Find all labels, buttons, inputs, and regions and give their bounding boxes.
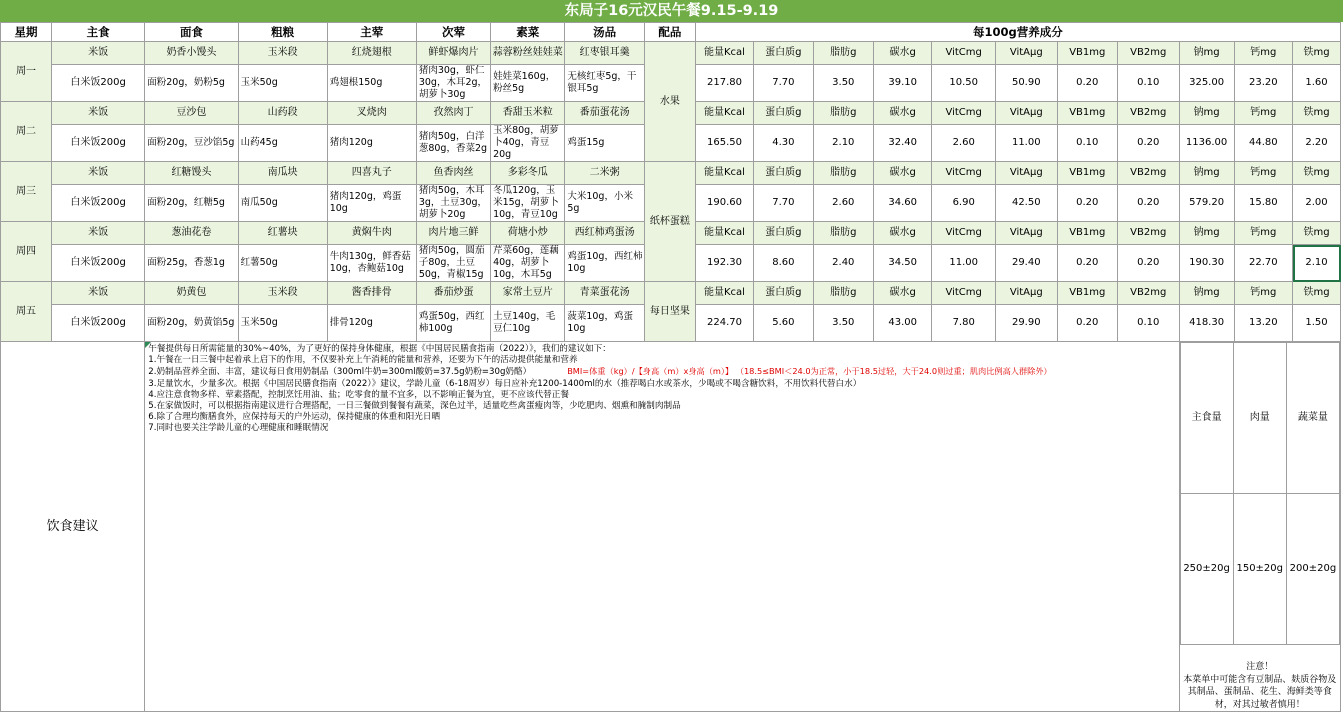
nutrient-label-cell[interactable]: 钠mg	[1179, 282, 1234, 305]
nutrient-label-cell[interactable]: 钠mg	[1179, 222, 1234, 245]
nutrient-label-cell[interactable]: 铁mg	[1293, 162, 1341, 185]
nutrient-label-cell[interactable]: 蛋白质g	[754, 222, 813, 245]
nutrient-label-cell[interactable]: 蛋白质g	[754, 102, 813, 125]
nutrient-value-cell[interactable]: 190.30	[1179, 245, 1234, 282]
nutrient-value-cell[interactable]: 7.80	[932, 305, 996, 342]
ingredient-cell[interactable]: 面粉20g，奶粉5g	[145, 65, 238, 102]
nutrient-value-cell[interactable]: 50.90	[996, 65, 1058, 102]
dish-name-cell[interactable]: 叉烧肉	[327, 102, 416, 125]
nutrient-label-cell[interactable]: 蛋白质g	[754, 282, 813, 305]
day-name-cell[interactable]: 周三	[1, 162, 52, 222]
allergy-notice-title: 注意！	[1246, 662, 1274, 672]
ingredient-cell[interactable]: 白米饭200g	[51, 305, 144, 342]
nutrient-value-cell[interactable]: 7.70	[754, 185, 813, 222]
nutrient-label-cell[interactable]: 脂肪g	[813, 162, 873, 185]
header-side[interactable]: 配品	[644, 23, 695, 42]
portion-panel	[1179, 342, 1340, 712]
portion-value[interactable]: 250±20g	[1180, 494, 1233, 645]
nutrient-value-cell[interactable]: 7.70	[754, 65, 813, 102]
nutrient-label-cell[interactable]: 碳水g	[874, 102, 932, 125]
ingredient-cell[interactable]: 山药45g	[238, 125, 327, 162]
nutrient-label-cell[interactable]: VitAμg	[996, 162, 1058, 185]
day-items-row	[1, 42, 1341, 65]
header-veg[interactable]: 素菜	[491, 23, 565, 42]
ingredient-cell[interactable]: 娃娃菜160g，粉丝5g	[491, 65, 565, 102]
ingredient-cell[interactable]: 玉米50g	[238, 65, 327, 102]
header-sub-meat[interactable]: 次荤	[416, 23, 490, 42]
nutrient-label-cell[interactable]: 脂肪g	[813, 102, 873, 125]
ingredient-cell[interactable]: 猪肉50g，白洋葱80g，香菜2g	[416, 125, 490, 162]
menu-title: 东局子16元汉民午餐9.15-9.19	[0, 0, 1343, 22]
advice-label[interactable]: 饮食建议	[1, 342, 145, 712]
advice-line	[148, 366, 1175, 378]
day-name-cell[interactable]: 周二	[1, 102, 52, 162]
portion-header[interactable]: 蔬菜量	[1286, 343, 1339, 494]
ingredient-cell[interactable]: 猪肉50g，木耳3g，土豆30g，胡萝卜20g	[416, 185, 490, 222]
nutrient-label-cell[interactable]: 碳水g	[874, 162, 932, 185]
nutrient-value-cell[interactable]: 2.10	[813, 125, 873, 162]
dish-name-cell[interactable]: 米饭	[51, 102, 144, 125]
nutrient-value-cell[interactable]: 39.10	[874, 65, 932, 102]
nutrient-value-cell[interactable]: 5.60	[754, 305, 813, 342]
nutrient-value-cell[interactable]: 29.90	[996, 305, 1058, 342]
dish-name-cell[interactable]: 奶香小馒头	[145, 42, 238, 65]
nutrient-value-cell[interactable]: 2.40	[813, 245, 873, 282]
dish-name-cell[interactable]: 米饭	[51, 162, 144, 185]
nutrient-value-cell[interactable]: 22.70	[1234, 245, 1292, 282]
nutrient-value-cell[interactable]: 0.20	[1057, 305, 1117, 342]
header-row	[1, 23, 1341, 42]
ingredient-cell[interactable]: 猪肉120g	[327, 125, 416, 162]
dish-name-cell[interactable]: 米饭	[51, 222, 144, 245]
nutrient-value-cell[interactable]: 15.80	[1234, 185, 1292, 222]
dish-name-cell[interactable]: 红糖馒头	[145, 162, 238, 185]
nutrient-label-cell[interactable]: 能量Kcal	[695, 42, 753, 65]
dish-name-cell[interactable]: 红枣银耳羹	[565, 42, 645, 65]
selected-cell[interactable]: 2.10	[1293, 245, 1341, 282]
ingredient-cell[interactable]: 面粉20g，奶黄馅5g	[145, 305, 238, 342]
ingredient-cell[interactable]: 排骨120g	[327, 305, 416, 342]
day-items-row	[1, 162, 1341, 185]
nutrient-label-cell[interactable]: 钠mg	[1179, 162, 1234, 185]
menu-table	[0, 22, 1341, 712]
dish-name-cell[interactable]: 多彩冬瓜	[491, 162, 565, 185]
nutrient-label-cell[interactable]: 能量Kcal	[695, 282, 753, 305]
nutrient-value-cell[interactable]: 8.60	[754, 245, 813, 282]
nutrient-label-cell[interactable]: 蛋白质g	[754, 42, 813, 65]
day-name-cell[interactable]: 周一	[1, 42, 52, 102]
nutrient-label-cell[interactable]: VB2mg	[1118, 162, 1180, 185]
nutrient-value-cell[interactable]: 190.60	[695, 185, 753, 222]
dish-name-cell[interactable]: 黄焖牛肉	[327, 222, 416, 245]
dish-name-cell[interactable]: 豆沙包	[145, 102, 238, 125]
side-dish-cell[interactable]: 纸杯蛋糕	[644, 162, 695, 282]
ingredient-cell[interactable]: 白米饭200g	[51, 65, 144, 102]
portion-header[interactable]: 肉量	[1233, 343, 1286, 494]
nutrient-label-cell[interactable]: VB2mg	[1118, 102, 1180, 125]
advice-line-text: 午餐提供每日所需能量的30%~40%，为了更好的保持身体健康，根据《中国居民膳食指南（2022）》，我们的建议如下：	[148, 344, 611, 354]
dish-name-cell[interactable]: 孜然肉丁	[416, 102, 490, 125]
nutrient-value-cell[interactable]: 2.60	[932, 125, 996, 162]
nutrient-label-cell[interactable]: VitCmg	[932, 162, 996, 185]
nutrient-label-cell[interactable]: 钙mg	[1234, 162, 1292, 185]
advice-line-text: 7.同时也要关注学龄儿童的心理健康和睡眠情况	[148, 423, 329, 434]
nutrient-value-cell[interactable]: 325.00	[1179, 65, 1234, 102]
ingredient-cell[interactable]: 白米饭200g	[51, 245, 144, 282]
advice-line-text: 6.除了合理均衡膳食外，应保持每天的户外运动，保持健康的体重和阳光日晒	[148, 412, 441, 423]
header-day[interactable]: 星期	[1, 23, 52, 42]
nutrient-value-cell[interactable]: 42.50	[996, 185, 1058, 222]
day-items-row	[1, 282, 1341, 305]
header-coarse[interactable]: 粗粮	[238, 23, 327, 42]
dish-name-cell[interactable]: 奶黄包	[145, 282, 238, 305]
ingredient-cell[interactable]: 芹菜60g，莲藕40g，胡萝卜10g，木耳5g	[491, 245, 565, 282]
advice-line-text: 3.足量饮水，少量多次。根据《中国居民膳食指南（2022）》建议，学龄儿童（6-18周岁）每日应补充1200-1400ml的水（推荐喝白水或茶水，少喝或不喝含糖饮料，不用饮料代替白水）	[148, 378, 862, 389]
ingredient-cell[interactable]: 玉米50g	[238, 305, 327, 342]
header-soup[interactable]: 汤品	[565, 23, 645, 42]
portion-value[interactable]: 150±20g	[1233, 494, 1286, 645]
nutrient-value-cell[interactable]: 11.00	[932, 245, 996, 282]
nutrient-label-cell[interactable]: VitCmg	[932, 222, 996, 245]
nutrient-label-cell[interactable]: VitAμg	[996, 282, 1058, 305]
dish-name-cell[interactable]: 山药段	[238, 102, 327, 125]
dish-name-cell[interactable]: 二米粥	[565, 162, 645, 185]
nutrient-label-cell[interactable]: VitAμg	[996, 222, 1058, 245]
side-dish-cell[interactable]: 水果	[644, 42, 695, 162]
dish-name-cell[interactable]: 蒜蓉粉丝娃娃菜	[491, 42, 565, 65]
ingredient-cell[interactable]: 面粉20g，红糖5g	[145, 185, 238, 222]
nutrient-value-cell[interactable]: 0.20	[1118, 125, 1180, 162]
ingredient-cell[interactable]: 无核红枣5g，干银耳5g	[565, 65, 645, 102]
ingredient-cell[interactable]: 菠菜10g，鸡蛋10g	[565, 305, 645, 342]
advice-line	[148, 401, 1175, 412]
nutrient-label-cell[interactable]: VB2mg	[1118, 282, 1180, 305]
advice-line-text: 2.奶制品营养全面、丰富，建议每日食用奶制品（300ml牛奶=300ml酸奶=37.5g奶粉=30g奶酪）	[148, 367, 532, 378]
bmi-note: BMI=体重（kg）/【身高（m）x身高（m）】 （18.5≤BMI＜24.0为正常，小于18.5过轻，大于24.0则过重；肌肉比例高人群除外）	[567, 366, 1052, 377]
dish-name-cell[interactable]: 香甜玉米粒	[491, 102, 565, 125]
nutrient-value-cell[interactable]: 0.10	[1118, 305, 1180, 342]
nutrient-value-cell[interactable]: 192.30	[695, 245, 753, 282]
nutrient-label-cell[interactable]: VitAμg	[996, 102, 1058, 125]
dish-name-cell[interactable]: 家常土豆片	[491, 282, 565, 305]
dish-name-cell[interactable]: 番茄炒蛋	[416, 282, 490, 305]
nutrient-value-cell[interactable]: 32.40	[874, 125, 932, 162]
nutrient-value-cell[interactable]: 34.50	[874, 245, 932, 282]
ingredient-cell[interactable]: 猪肉30g，虾仁30g，木耳2g，胡萝卜30g	[416, 65, 490, 102]
ingredient-cell[interactable]: 大米10g，小米5g	[565, 185, 645, 222]
header-nutrition[interactable]: 每100g营养成分	[695, 23, 1340, 42]
nutrient-label-cell[interactable]: 能量Kcal	[695, 102, 753, 125]
nutrient-value-cell[interactable]: 44.80	[1234, 125, 1292, 162]
advice-line	[148, 379, 1175, 390]
ingredient-cell[interactable]: 冬瓜120g，玉米15g，胡萝卜10g，青豆10g	[491, 185, 565, 222]
nutrient-label-cell[interactable]: 能量Kcal	[695, 162, 753, 185]
nutrient-value-cell[interactable]: 3.50	[813, 305, 873, 342]
nutrient-label-cell[interactable]: 钙mg	[1234, 222, 1292, 245]
dish-name-cell[interactable]: 荷塘小炒	[491, 222, 565, 245]
dish-name-cell[interactable]: 酱香排骨	[327, 282, 416, 305]
ingredient-cell[interactable]: 鸡蛋50g，西红柿100g	[416, 305, 490, 342]
ingredient-cell[interactable]: 鸡翅根150g	[327, 65, 416, 102]
nutrient-value-cell[interactable]: 13.20	[1234, 305, 1292, 342]
dish-name-cell[interactable]: 红薯块	[238, 222, 327, 245]
nutrient-value-cell[interactable]: 0.20	[1118, 245, 1180, 282]
nutrient-label-cell[interactable]: VB2mg	[1118, 222, 1180, 245]
nutrient-label-cell[interactable]: VitCmg	[932, 282, 996, 305]
nutrient-value-cell[interactable]: 579.20	[1179, 185, 1234, 222]
advice-line	[148, 412, 1175, 423]
advice-line-text: 1.午餐在一日三餐中起着承上启下的作用，不仅要补充上午消耗的能量和营养，还要为下午的活动提供能量和营养	[148, 355, 578, 366]
nutrient-value-cell[interactable]: 0.10	[1057, 125, 1117, 162]
dish-name-cell[interactable]: 米饭	[51, 282, 144, 305]
day-name-cell[interactable]: 周五	[1, 282, 52, 342]
nutrient-label-cell[interactable]: VB1mg	[1057, 162, 1117, 185]
nutrient-label-cell[interactable]: 铁mg	[1293, 222, 1341, 245]
nutrient-value-cell[interactable]: 418.30	[1179, 305, 1234, 342]
nutrient-label-cell[interactable]: 钙mg	[1234, 42, 1292, 65]
ingredient-cell[interactable]: 白米饭200g	[51, 185, 144, 222]
nutrient-label-cell[interactable]: 脂肪g	[813, 42, 873, 65]
nutrient-label-cell[interactable]: 铁mg	[1293, 282, 1341, 305]
nutrient-label-cell[interactable]: VB1mg	[1057, 222, 1117, 245]
nutrient-label-cell[interactable]: 铁mg	[1293, 102, 1341, 125]
nutrient-label-cell[interactable]: VB2mg	[1118, 42, 1180, 65]
nutrient-label-cell[interactable]: VB1mg	[1057, 282, 1117, 305]
day-name-cell[interactable]: 周四	[1, 222, 52, 282]
advice-line	[148, 344, 1175, 355]
nutrient-label-cell[interactable]: 钠mg	[1179, 102, 1234, 125]
nutrient-label-cell[interactable]: 钙mg	[1234, 102, 1292, 125]
ingredient-cell[interactable]: 白米饭200g	[51, 125, 144, 162]
advice-line-text: 4.应注意食物多样、荤素搭配，控制烹饪用油、盐；吃零食的量不宜多，以不影响正餐为宜，更不应该代替正餐	[148, 389, 569, 400]
ingredient-cell[interactable]: 红薯50g	[238, 245, 327, 282]
nutrient-label-cell[interactable]: VitAμg	[996, 42, 1058, 65]
nutrient-value-cell[interactable]: 1.60	[1293, 65, 1341, 102]
dish-name-cell[interactable]: 青菜蛋花汤	[565, 282, 645, 305]
nutrient-value-cell[interactable]: 34.60	[874, 185, 932, 222]
nutrient-value-cell[interactable]: 224.70	[695, 305, 753, 342]
ingredient-cell[interactable]: 面粉20g，豆沙馅5g	[145, 125, 238, 162]
nutrient-label-cell[interactable]: 蛋白质g	[754, 162, 813, 185]
advice-line-text: 5.在家做饭时，可以根据指南建议进行合理搭配，一日三餐做到餐餐有蔬菜，深色过半，适量吃些禽蛋瘦肉等，少吃肥肉、烟熏和腌制肉制品	[148, 401, 681, 412]
nutrient-value-cell[interactable]: 0.20	[1118, 185, 1180, 222]
nutrient-value-cell[interactable]: 0.10	[1118, 65, 1180, 102]
dish-name-cell[interactable]: 鱼香肉丝	[416, 162, 490, 185]
nutrient-value-cell[interactable]: 1136.00	[1179, 125, 1234, 162]
ingredient-cell[interactable]: 玉米80g，胡萝卜40g，青豆20g	[491, 125, 565, 162]
dish-name-cell[interactable]: 肉片地三鲜	[416, 222, 490, 245]
nutrient-value-cell[interactable]: 2.60	[813, 185, 873, 222]
allergy-notice-text: 本菜单中可能含有豆制品、麸质谷物及其制品、蛋制品、花生、海鲜类等食材，对其过敏者慎用！	[1183, 674, 1337, 710]
ingredient-cell[interactable]: 猪肉120g，鸡蛋10g	[327, 185, 416, 222]
advice-line	[148, 390, 1175, 401]
nutrient-value-cell[interactable]: 11.00	[996, 125, 1058, 162]
nutrient-value-cell[interactable]: 0.20	[1057, 65, 1117, 102]
header-pastry[interactable]: 面食	[145, 23, 238, 42]
nutrient-value-cell[interactable]: 6.90	[932, 185, 996, 222]
comment-marker-icon	[145, 342, 151, 348]
nutrient-value-cell[interactable]: 0.20	[1057, 245, 1117, 282]
nutrient-value-cell[interactable]: 43.00	[874, 305, 932, 342]
dish-name-cell[interactable]: 红烧翅根	[327, 42, 416, 65]
portion-value[interactable]: 200±20g	[1286, 494, 1339, 645]
nutrient-value-cell[interactable]: 165.50	[695, 125, 753, 162]
nutrient-label-cell[interactable]: 碳水g	[874, 42, 932, 65]
dish-name-cell[interactable]: 番茄蛋花汤	[565, 102, 645, 125]
ingredient-cell[interactable]: 鸡蛋10g，西红柿10g	[565, 245, 645, 282]
nutrient-value-cell[interactable]: 217.80	[695, 65, 753, 102]
portion-table	[1180, 342, 1340, 645]
advice-line	[148, 355, 1175, 366]
header-meat[interactable]: 主荤	[327, 23, 416, 42]
dish-name-cell[interactable]: 玉米段	[238, 282, 327, 305]
dish-name-cell[interactable]: 葱油花卷	[145, 222, 238, 245]
ingredient-cell[interactable]: 南瓜50g	[238, 185, 327, 222]
nutrient-label-cell[interactable]: 钠mg	[1179, 42, 1234, 65]
dish-name-cell[interactable]: 西红柿鸡蛋汤	[565, 222, 645, 245]
nutrient-value-cell[interactable]: 29.40	[996, 245, 1058, 282]
ingredient-cell[interactable]: 牛肉130g，鲜香菇10g，杏鲍菇10g	[327, 245, 416, 282]
advice-line	[148, 423, 1175, 434]
ingredient-cell[interactable]: 面粉25g，香葱1g	[145, 245, 238, 282]
nutrient-label-cell[interactable]: VB1mg	[1057, 102, 1117, 125]
dish-name-cell[interactable]: 四喜丸子	[327, 162, 416, 185]
nutrient-label-cell[interactable]: 碳水g	[874, 282, 932, 305]
nutrient-label-cell[interactable]: 铁mg	[1293, 42, 1341, 65]
nutrient-label-cell[interactable]: 能量Kcal	[695, 222, 753, 245]
nutrient-label-cell[interactable]: VB1mg	[1057, 42, 1117, 65]
nutrient-label-cell[interactable]: VitCmg	[932, 102, 996, 125]
ingredient-cell[interactable]: 土豆140g，毛豆仁10g	[491, 305, 565, 342]
dish-name-cell[interactable]: 米饭	[51, 42, 144, 65]
dish-name-cell[interactable]: 鲜虾爆肉片	[416, 42, 490, 65]
ingredient-cell[interactable]: 鸡蛋15g	[565, 125, 645, 162]
allergy-notice	[1180, 645, 1340, 711]
nutrient-label-cell[interactable]: 钙mg	[1234, 282, 1292, 305]
nutrient-value-cell[interactable]: 2.20	[1293, 125, 1341, 162]
nutrient-label-cell[interactable]: 碳水g	[874, 222, 932, 245]
nutrient-value-cell[interactable]: 4.30	[754, 125, 813, 162]
advice-text[interactable]	[145, 342, 1179, 712]
nutrient-value-cell[interactable]: 3.50	[813, 65, 873, 102]
nutrient-value-cell[interactable]: 2.00	[1293, 185, 1341, 222]
dish-name-cell[interactable]: 玉米段	[238, 42, 327, 65]
ingredient-cell[interactable]: 猪肉50g，圆茄子80g，土豆50g，青椒15g	[416, 245, 490, 282]
side-dish-cell[interactable]: 每日坚果	[644, 282, 695, 342]
nutrient-value-cell[interactable]: 1.50	[1293, 305, 1341, 342]
nutrient-label-cell[interactable]: 脂肪g	[813, 282, 873, 305]
nutrient-value-cell[interactable]: 23.20	[1234, 65, 1292, 102]
nutrient-label-cell[interactable]: VitCmg	[932, 42, 996, 65]
portion-header[interactable]: 主食量	[1180, 343, 1233, 494]
nutrient-value-cell[interactable]: 10.50	[932, 65, 996, 102]
advice-row	[1, 342, 1341, 712]
dish-name-cell[interactable]: 南瓜块	[238, 162, 327, 185]
nutrient-value-cell[interactable]: 0.20	[1057, 185, 1117, 222]
header-main[interactable]: 主食	[51, 23, 144, 42]
nutrient-label-cell[interactable]: 脂肪g	[813, 222, 873, 245]
